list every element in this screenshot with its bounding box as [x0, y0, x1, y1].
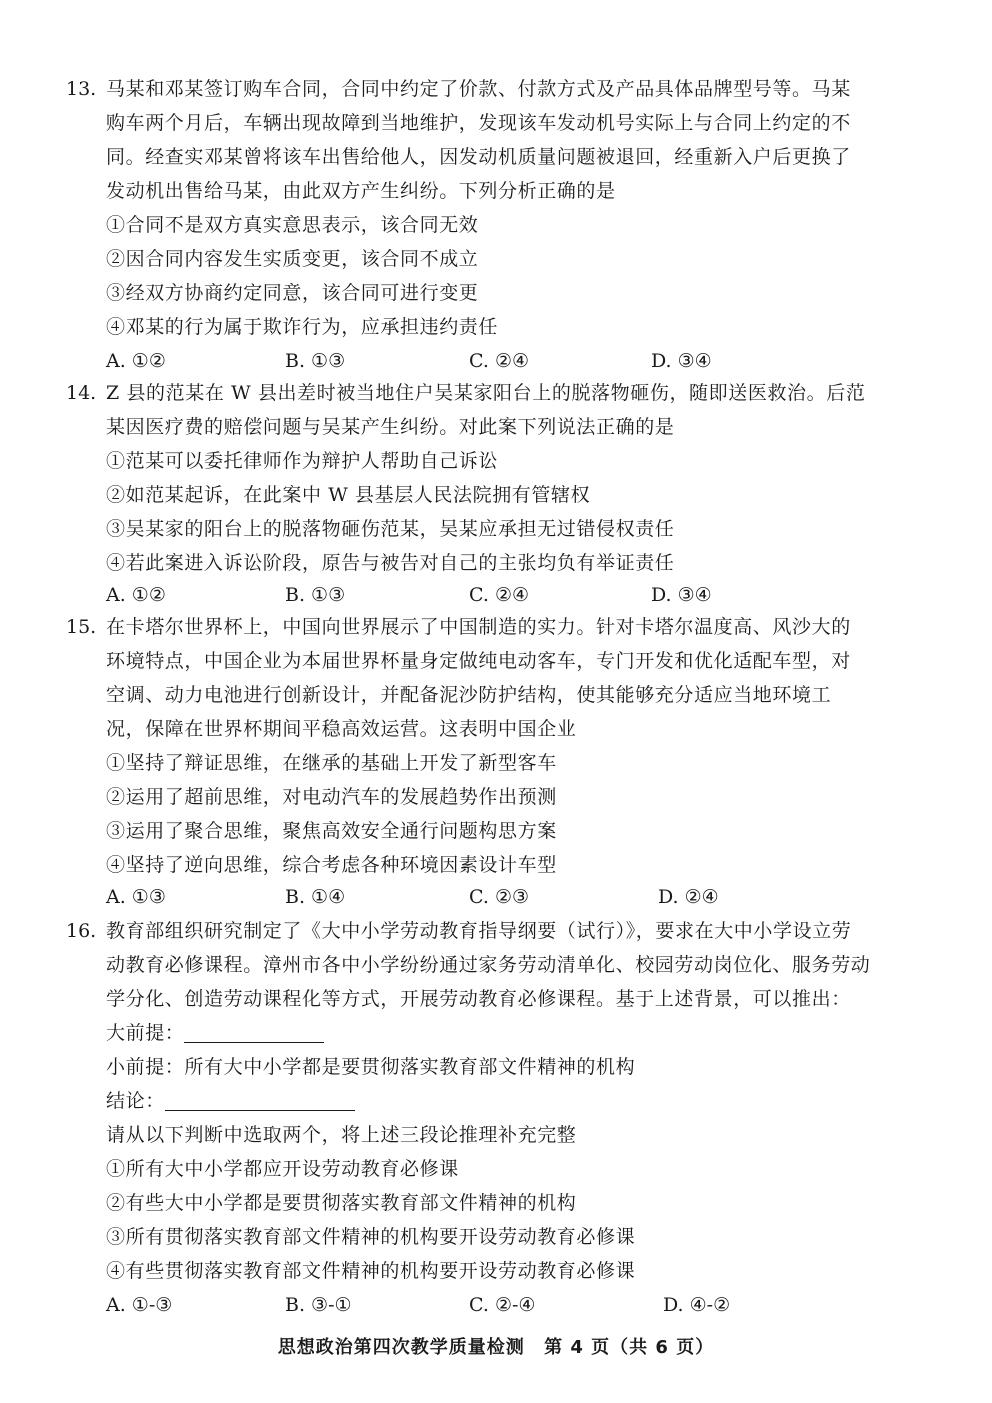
stem-line: 购车两个月后，车辆出现故障到当地维护，发现该车发动机号实际上与合同上约定的不 [106, 112, 851, 134]
conclusion [106, 1088, 355, 1114]
statement: ③吴某家的阳台上的脱落物砸伤范某，吴某应承担无过错侵权责任 [106, 518, 675, 540]
question-number: 14. [66, 382, 97, 404]
option-b: B. ①③ [285, 350, 346, 372]
option-a: A. ①② [106, 584, 166, 606]
statement: ④若此案进入诉讼阶段，原告与被告对自己的主张均负有举证责任 [106, 552, 675, 574]
option-a: A. ①② [106, 350, 166, 372]
option-c: C. ②④ [469, 350, 530, 372]
stem-line: Z 县的范某在 W 县出差时被当地住户吴某家阳台上的脱落物砸伤，随即送医救治。后范 [106, 382, 866, 404]
stem-line: 动教育必修课程。漳州市各中小学纷纷通过家务劳动清单化、校园劳动岗位化、服务劳动 [106, 954, 871, 976]
conclusion-label: 结论： [106, 1090, 165, 1112]
statement: ②有些大中小学都是要贯彻落实教育部文件精神的机构 [106, 1192, 577, 1214]
stem-line: 空调、动力电池进行创新设计，并配备泥沙防护结构，使其能够充分适应当地环境工 [106, 684, 832, 706]
statement: ②因合同内容发生实质变更，该合同不成立 [106, 248, 479, 270]
option-d: D. ④-② [663, 1294, 731, 1316]
statement: ①合同不是双方真实意思表示，该合同无效 [106, 214, 479, 236]
option-c: C. ②-④ [469, 1294, 536, 1316]
page-footer [0, 1333, 992, 1359]
statement: ①坚持了辩证思维，在继承的基础上开发了新型客车 [106, 752, 557, 774]
stem-line: 况，保障在世界杯期间平稳高效运营。这表明中国企业 [106, 718, 577, 740]
statement: ④有些贯彻落实教育部文件精神的机构要开设劳动教育必修课 [106, 1260, 636, 1282]
statement: ①范某可以委托律师作为辩护人帮助自己诉讼 [106, 450, 499, 472]
question-number: 16. [66, 920, 97, 942]
stem-line: 发动机出售给马某，由此双方产生纠纷。下列分析正确的是 [106, 180, 616, 202]
option-d: D. ③④ [651, 584, 712, 606]
option-d: D. ③④ [651, 350, 712, 372]
option-d: D. ②④ [658, 886, 719, 908]
statement: ②如范某起诉，在此案中 W 县基层人民法院拥有管辖权 [106, 484, 591, 506]
stem-line: 某因医疗费的赔偿问题与吴某产生纠纷。对此案下列说法正确的是 [106, 416, 675, 438]
major-premise-label: 大前提： [106, 1022, 185, 1044]
instruction: 请从以下判断中选取两个，将上述三段论推理补充完整 [106, 1124, 577, 1146]
option-a: A. ①③ [106, 886, 166, 908]
major-premise-blank[interactable] [184, 1022, 324, 1043]
question-number: 15. [66, 616, 97, 638]
footer-subject: 思想政治第四次教学质量检测 [277, 1337, 525, 1358]
statement: ②运用了超前思维，对电动汽车的发展趋势作出预测 [106, 786, 557, 808]
stem-line: 环境特点，中国企业为本届世界杯量身定做纯电动客车，专门开发和优化适配车型，对 [106, 650, 851, 672]
stem-line: 在卡塔尔世界杯上，中国向世界展示了中国制造的实力。针对卡塔尔温度高、风沙大的 [106, 616, 851, 638]
statement: ①所有大中小学都应开设劳动教育必修课 [106, 1158, 459, 1180]
option-b: B. ③-① [285, 1294, 352, 1316]
minor-premise: 小前提：所有大中小学都是要贯彻落实教育部文件精神的机构 [106, 1056, 636, 1078]
statement: ③运用了聚合思维，聚焦高效安全通行问题构思方案 [106, 820, 557, 842]
footer-page-number: 第 4 页（共 6 页） [544, 1337, 715, 1358]
question-number: 13. [66, 78, 97, 100]
option-c: C. ②③ [469, 886, 530, 908]
statement: ④邓某的行为属于欺诈行为，应承担违约责任 [106, 316, 499, 338]
statement: ④坚持了逆向思维，综合考虑各种环境因素设计车型 [106, 854, 557, 876]
option-c: C. ②④ [469, 584, 530, 606]
stem-line: 马某和邓某签订购车合同，合同中约定了价款、付款方式及产品具体品牌型号等。马某 [106, 78, 851, 100]
stem-line: 学分化、创造劳动课程化等方式，开展劳动教育必修课程。基于上述背景，可以推出： [106, 988, 851, 1010]
conclusion-blank[interactable] [165, 1090, 355, 1111]
option-b: B. ①④ [285, 886, 346, 908]
stem-line: 同。经查实邓某曾将该车出售给他人，因发动机质量问题被退回，经重新入户后更换了 [106, 146, 851, 168]
statement: ③经双方协商约定同意，该合同可进行变更 [106, 282, 479, 304]
option-a: A. ①-③ [106, 1294, 173, 1316]
option-b: B. ①③ [285, 584, 346, 606]
stem-line: 教育部组织研究制定了《大中小学劳动教育指导纲要（试行）》，要求在大中小学设立劳 [106, 920, 852, 942]
statement: ③所有贯彻落实教育部文件精神的机构要开设劳动教育必修课 [106, 1226, 636, 1248]
major-premise [106, 1020, 324, 1046]
